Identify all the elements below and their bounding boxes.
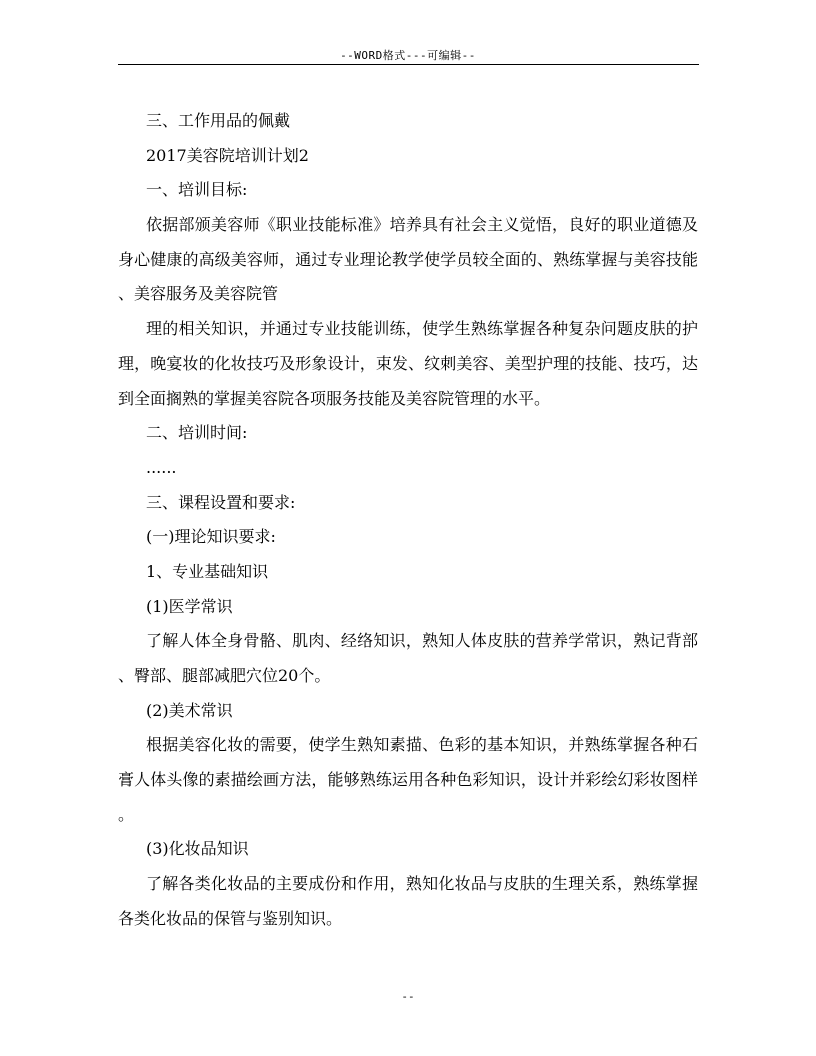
paragraph-line: 了解人体全身骨骼、肌肉、经络知识，熟知人体皮肤的营养学常识，熟记背部 <box>146 631 698 651</box>
section-heading: 二、培训时间: <box>146 423 248 443</box>
paragraph-line: 身心健康的高级美容师，通过专业理论教学使学员较全面的、熟练掌握与美容技能 <box>118 249 698 269</box>
paragraph-line: 、臀部、腿部减肥穴位20个。 <box>118 666 331 685</box>
paragraph-line: 理，晚宴妆的化妆技巧及形象设计，束发、纹刺美容、美型护理的技能、技巧，达 <box>118 353 698 373</box>
header-divider <box>118 64 699 65</box>
section-heading: 一、培训目标: <box>146 180 248 200</box>
paragraph-line: 。 <box>118 804 135 824</box>
document-body <box>118 104 698 937</box>
subsection-heading: 1、专业基础知识 <box>146 561 269 581</box>
item-heading: (2)美术常识 <box>146 700 233 720</box>
item-heading: (3)化妆品知识 <box>146 839 249 859</box>
subsection-heading: (一)理论知识要求: <box>146 527 276 547</box>
page-footer: -- <box>401 990 415 1003</box>
paragraph-line: 依据部颁美容师《职业技能标准》培养具有社会主义觉悟，良好的职业道德及 <box>146 215 698 235</box>
paragraph-line: 到全面搁熟的掌握美容院各项服务技能及美容院管理的水平。 <box>118 388 551 408</box>
page-header: --WORD格式---可编辑-- <box>340 49 476 62</box>
paragraph-line: 根据美容化妆的需要，使学生熟知素描、色彩的基本知识，并熟练掌握各种石 <box>146 735 698 755</box>
item-heading: (1)医学常识 <box>146 596 233 616</box>
paragraph-line: 各类化妆品的保管与鉴别知识。 <box>118 908 343 928</box>
paragraph-line: 、美容服务及美容院管 <box>118 284 279 304</box>
paragraph-line: 了解各类化妆品的主要成份和作用，熟知化妆品与皮肤的生理关系，熟练掌握 <box>146 874 698 894</box>
section-heading: 三、课程设置和要求: <box>146 492 296 512</box>
ellipsis-text: ...... <box>146 457 177 477</box>
section-heading: 三、工作用品的佩戴 <box>146 111 291 130</box>
paragraph-line: 膏人体头像的素描绘画方法，能够熟练运用各种色彩知识，设计并彩绘幻彩妆图样 <box>118 770 698 790</box>
paragraph-line: 理的相关知识，并通过专业技能训练，使学生熟练掌握各种复杂问题皮肤的护 <box>146 319 698 339</box>
document-title: 2017美容院培训计划2 <box>146 145 309 165</box>
